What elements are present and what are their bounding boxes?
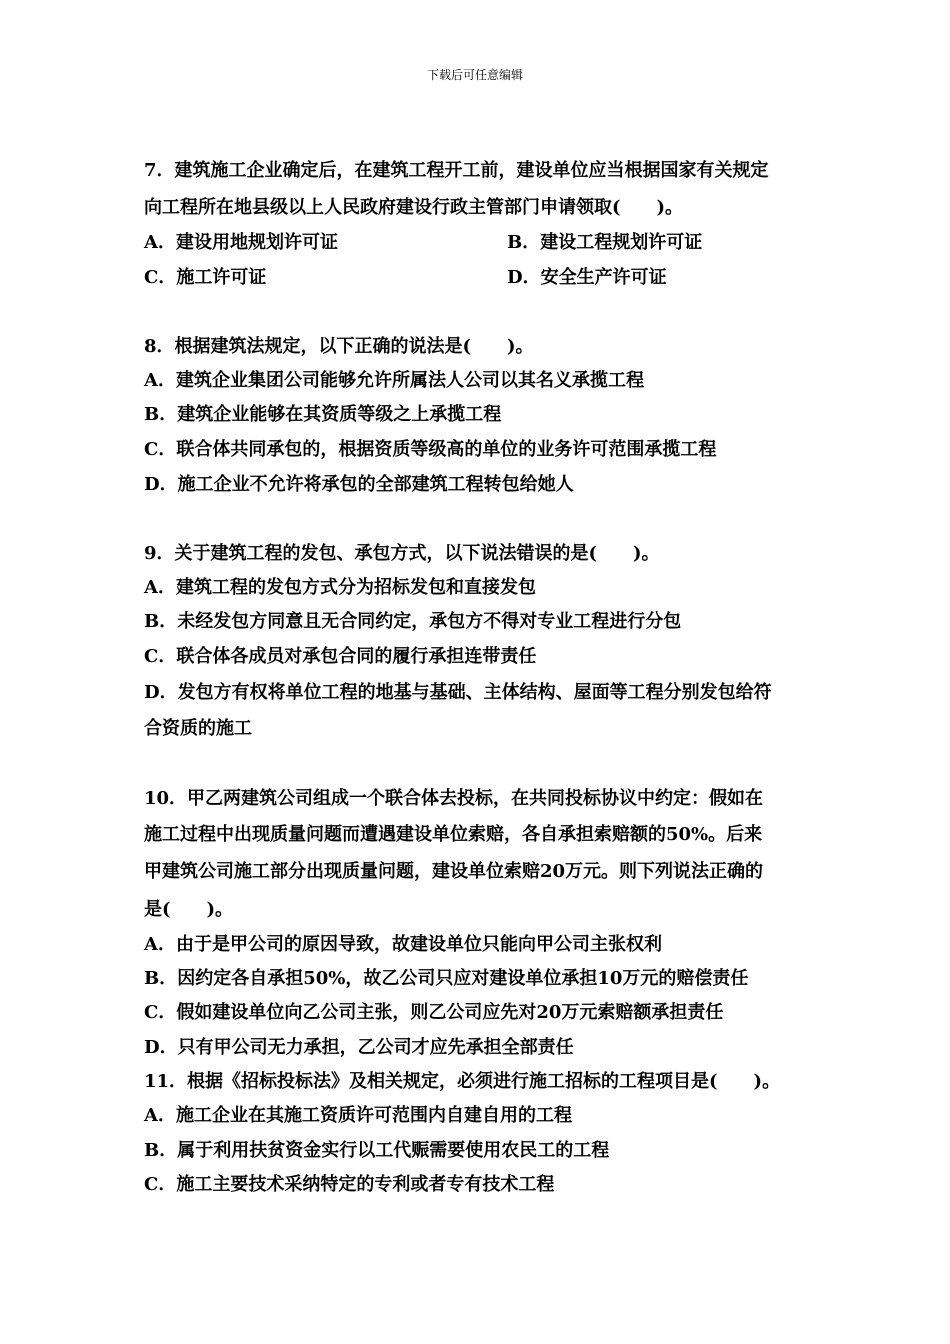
q10-option-a: A．由于是甲公司的原因导致，故建设单位只能向甲公司主张权利 bbox=[144, 934, 662, 955]
q9-option-a: A．建筑工程的发包方式分为招标发包和直接发包 bbox=[144, 577, 536, 598]
q7-option-c: C．施工许可证 bbox=[144, 267, 267, 288]
q8-stem: 8．根据建筑法规定，以下正确的说法是( )。 bbox=[144, 336, 534, 357]
q7-option-b: B．建设工程规划许可证 bbox=[507, 232, 703, 253]
q11-option-a: A．施工企业在其施工资质许可范围内自建自用的工程 bbox=[144, 1105, 572, 1126]
q7-stem-line2: 向工程所在地县级以上人民政府建设行政主管部门申请领取( )。 bbox=[144, 197, 684, 218]
q11-option-b: B．属于利用扶贫资金实行以工代赈需要使用农民工的工程 bbox=[144, 1140, 610, 1161]
q9-option-d-line1: D．发包方有权将单位工程的地基与基础、主体结构、屋面等工程分别发包给符 bbox=[144, 682, 772, 703]
q10-stem-line4: 是( )。 bbox=[144, 899, 234, 920]
q10-option-b: B．因约定各自承担50%，故乙公司只应对建设单位承担10万元的赔偿责任 bbox=[144, 968, 749, 989]
q10-stem-line3: 甲建筑公司施工部分出现质量问题，建设单位索赔20万元。则下列说法正确的 bbox=[144, 861, 764, 882]
q8-option-d: D．施工企业不允许将承包的全部建筑工程转包给她人 bbox=[144, 474, 574, 495]
q9-option-b: B．未经发包方同意且无合同约定，承包方不得对专业工程进行分包 bbox=[144, 611, 682, 632]
q9-option-d-line2: 合资质的施工 bbox=[144, 718, 252, 739]
q7-option-d: D．安全生产许可证 bbox=[507, 267, 667, 288]
q8-option-c: C．联合体共同承包的，根据资质等级高的单位的业务许可范围承揽工程 bbox=[144, 439, 717, 460]
q8-option-b: B．建筑企业能够在其资质等级之上承揽工程 bbox=[144, 404, 502, 425]
q11-option-c: C．施工主要技术采纳特定的专利或者专有技术工程 bbox=[144, 1174, 555, 1195]
q11-stem: 11．根据《招标投标法》及相关规定，必须进行施工招标的工程项目是( )。 bbox=[144, 1071, 781, 1092]
q7-stem-line1: 7．建筑施工企业确定后，在建筑工程开工前，建设单位应当根据国家有关规定 bbox=[144, 160, 769, 181]
page-header: 下载后可任意编辑 bbox=[426, 68, 523, 82]
q10-stem-line1: 10．甲乙两建筑公司组成一个联合体去投标，在共同投标协议中约定：假如在 bbox=[144, 788, 764, 809]
q10-option-d: D．只有甲公司无力承担，乙公司才应先承担全部责任 bbox=[144, 1037, 574, 1058]
q10-option-c: C．假如建设单位向乙公司主张，则乙公司应先对20万元索赔额承担责任 bbox=[144, 1002, 724, 1023]
q7-option-a: A．建设用地规划许可证 bbox=[144, 232, 338, 253]
q10-stem-line2: 施工过程中出现质量问题而遭遇建设单位索赔，各自承担索赔额的50%。后来 bbox=[144, 824, 763, 845]
q9-stem: 9．关于建筑工程的发包、承包方式，以下说法错误的是( )。 bbox=[144, 543, 660, 564]
q9-option-c: C．联合体各成员对承包合同的履行承担连带责任 bbox=[144, 646, 537, 667]
q8-option-a: A．建筑企业集团公司能够允许所属法人公司以其名义承揽工程 bbox=[144, 370, 644, 391]
